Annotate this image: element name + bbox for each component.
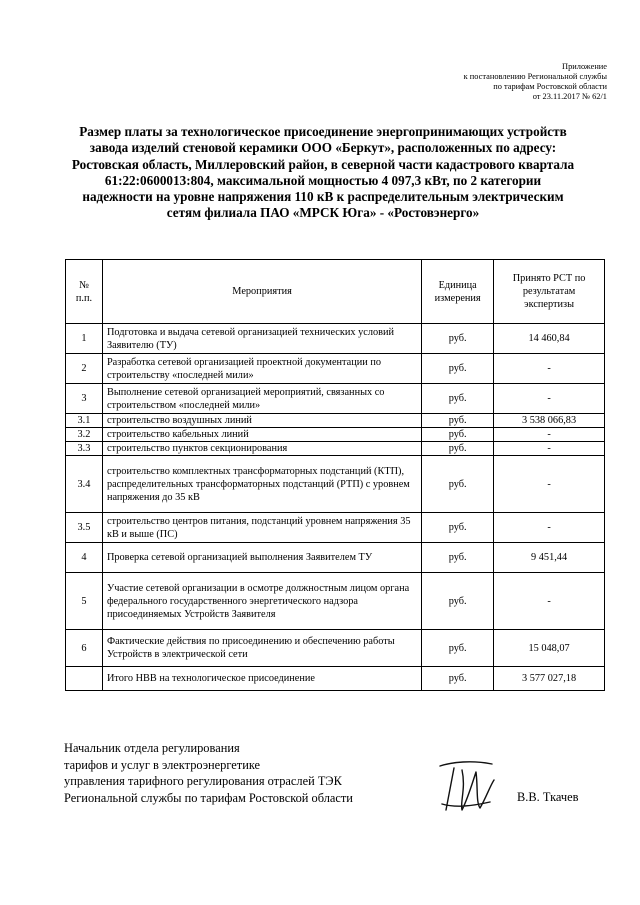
handwritten-signature [432,758,502,818]
row-desc: Итого НВВ на технологическое присоединение [102,667,421,691]
appendix-block [347,62,607,102]
signatory-name: В.В. Ткачев [517,790,579,804]
row-unit: руб. [422,384,494,414]
row-value: 3 577 027,18 [494,667,605,691]
row-unit: руб. [422,513,494,543]
appendix-line: Приложение [562,62,607,71]
row-desc: Разработка сетевой организацией проектной документации по строительству «последней мили» [102,354,421,384]
row-num: 5 [66,573,103,630]
table-row [66,456,605,513]
row-num: 3.1 [66,414,103,428]
header-value: Принято РСТ по результатам экспертизы [494,260,605,324]
row-unit: руб. [422,456,494,513]
row-unit: руб. [422,543,494,573]
table-row [66,414,605,428]
row-num: 3 [66,384,103,414]
table-row [66,384,605,414]
row-num: 2 [66,354,103,384]
row-value: - [494,428,605,442]
table-row [66,630,605,667]
table-row [66,354,605,384]
signatory-block [64,740,424,806]
row-desc: Фактические действия по присоединению и обеспечению работы Устройств в электрической сети [102,630,421,667]
row-num: 3.2 [66,428,103,442]
table-header-row [66,260,605,324]
row-value: - [494,442,605,456]
row-unit: руб. [422,324,494,354]
document-title: Размер платы за технологическое присоединение энергопринимающих устройств завода изделий стеновой керамики ООО «Беркут», расположенных по адресу: Ростовская область, Миллеровский район, в северной части кадастрового квартала 61:22:0600013:804, максимальной мощностью 4 097,3 кВт, по 2 категории надежности на уровне напряжения 110 кВ к распределительным электрическим сетям филиала ПАО «МРСК Юга» - «Ростовэнерго» [71,124,575,221]
row-num: 1 [66,324,103,354]
row-desc: Подготовка и выдача сетевой организацией технических условий Заявителю (ТУ) [102,324,421,354]
row-value: 15 048,07 [494,630,605,667]
appendix-line: к постановлению Региональной службы [463,72,607,81]
table-row [66,324,605,354]
row-value: - [494,456,605,513]
table-row [66,513,605,543]
header-unit: Единица измерения [422,260,494,324]
header-measure: Мероприятия [102,260,421,324]
row-unit: руб. [422,414,494,428]
row-num: 6 [66,630,103,667]
row-desc: строительство пунктов секционирования [102,442,421,456]
fee-table [65,259,605,691]
row-desc: Участие сетевой организации в осмотре должностным лицом органа федерального государственного энергетического надзора присоединяемых Устройств Заявителя [102,573,421,630]
row-value: 9 451,44 [494,543,605,573]
row-desc: строительство центров питания, подстанций уровнем напряжения 35 кВ и выше (ПС) [102,513,421,543]
table-row [66,428,605,442]
table-row [66,543,605,573]
row-desc: Выполнение сетевой организацией мероприятий, связанных со строительством «последней мили» [102,384,421,414]
row-desc: строительство воздушных линий [102,414,421,428]
appendix-line: от 23.11.2017 № 62/1 [532,92,607,101]
row-value: 3 538 066,83 [494,414,605,428]
row-value: 14 460,84 [494,324,605,354]
row-desc: строительство комплектных трансформаторных подстанций (КТП), распределительных трансформаторных подстанций (РТП) с уровнем напряжения до 35 кВ [102,456,421,513]
row-unit: руб. [422,428,494,442]
signatory-line: тарифов и услуг в электроэнергетике [64,757,261,772]
signatory-line: Региональной службы по тарифам Ростовской области [64,790,353,805]
row-unit: руб. [422,573,494,630]
row-num: 3.5 [66,513,103,543]
signatory-line: управления тарифного регулирования отраслей ТЭК [64,774,342,789]
header-num: № п.п. [66,260,103,324]
row-desc: Проверка сетевой организацией выполнения Заявителем ТУ [102,543,421,573]
table-row [66,442,605,456]
signatory-line: Начальник отдела регулирования [64,741,240,755]
table-total-row [66,667,605,691]
table-row [66,573,605,630]
row-unit: руб. [422,630,494,667]
row-value: - [494,513,605,543]
row-unit: руб. [422,442,494,456]
row-num: 4 [66,543,103,573]
row-value: - [494,354,605,384]
row-unit: руб. [422,354,494,384]
appendix-line: по тарифам Ростовской области [493,82,607,91]
row-num: 3.4 [66,456,103,513]
row-num: 3.3 [66,442,103,456]
row-value: - [494,573,605,630]
row-desc: строительство кабельных линий [102,428,421,442]
row-unit: руб. [422,667,494,691]
row-num [66,667,103,691]
row-value: - [494,384,605,414]
